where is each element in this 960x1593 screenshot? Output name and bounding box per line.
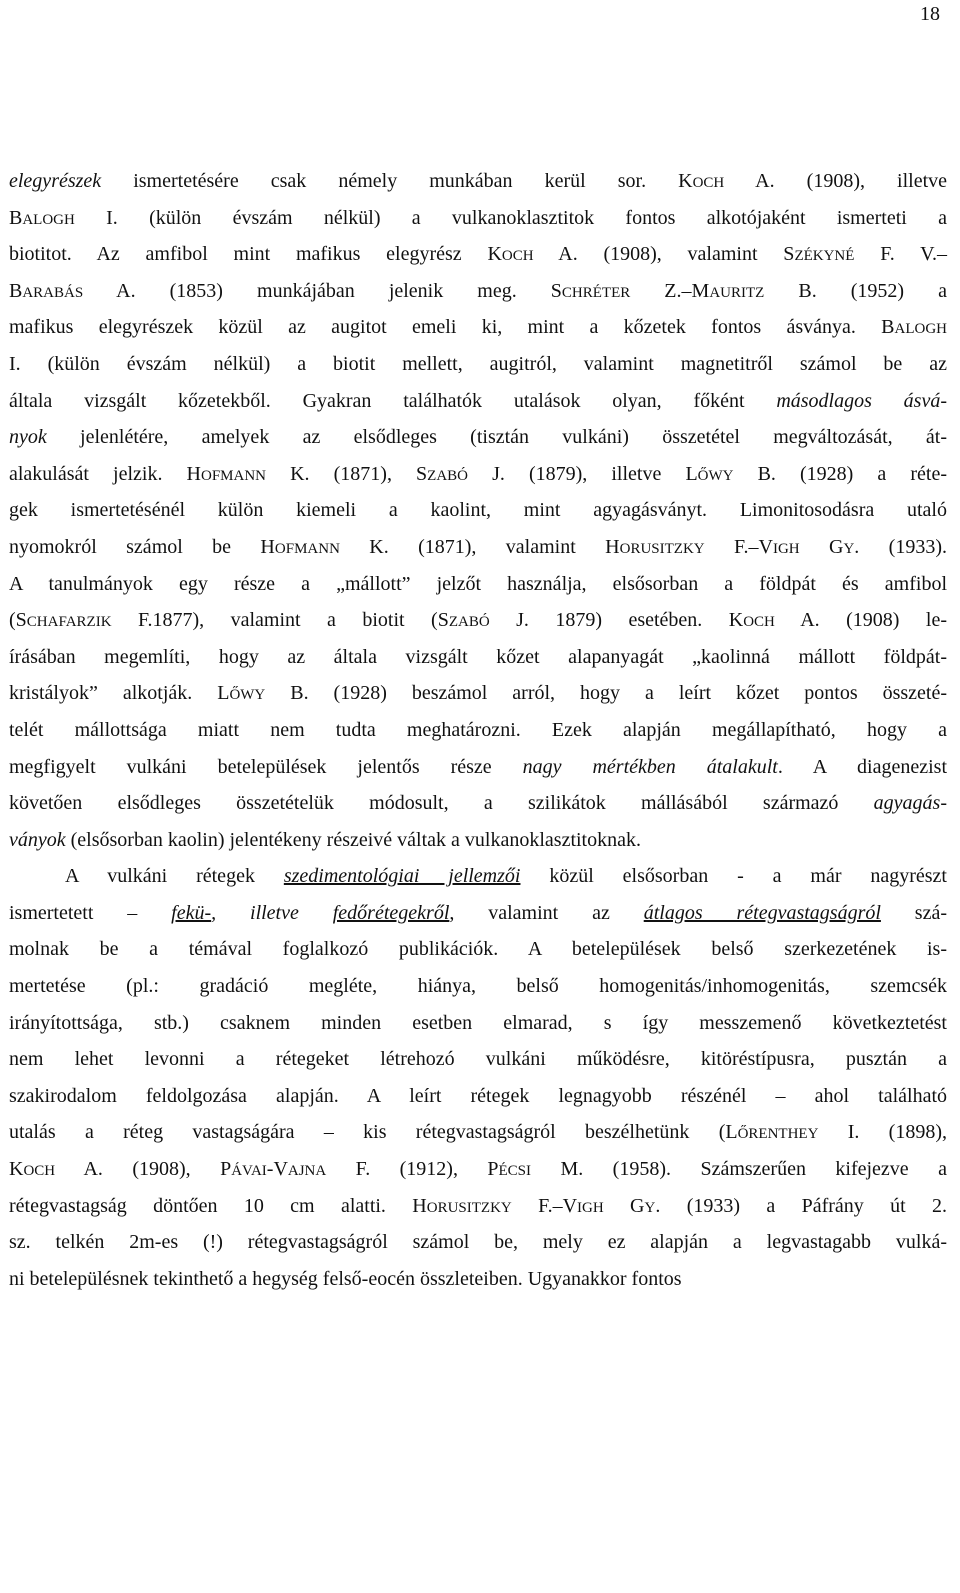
- text-segment: nyomokról számol be H: [9, 535, 275, 558]
- text-segment: F. V.–: [854, 243, 948, 266]
- text-segment: sz. telkén 2m-es (!) rétegvastagságról számol be, mely ez alapján a legvastagabb vulká-: [9, 1231, 947, 1254]
- text-segment: alakulását jelzik. H: [9, 462, 201, 485]
- small-caps-text: ÁVAI: [231, 1163, 267, 1180]
- text-segment: K: [9, 1158, 24, 1181]
- text-line: [9, 163, 947, 200]
- text-line: [9, 1151, 947, 1188]
- text-line: [9, 492, 947, 529]
- text-line: [9, 236, 947, 273]
- text-segment: mafikus elegyrészek közül az augitot emeli ki, mint a kőzetek fontos ásványa. B: [9, 316, 895, 339]
- small-caps-text: ZABÓ: [427, 467, 469, 484]
- text-segment: . (1933).: [854, 535, 947, 558]
- text-segment: ni betelepülésnek tekinthető a hegység felső-eocén összleteiben. Ugyanakkor fontos: [9, 1267, 682, 1290]
- text-line: [9, 566, 947, 603]
- text-line: [9, 346, 947, 383]
- text-segment: A tanulmányok egy része a „mállott” jelzőt használja, elsősorban a földpát és amfibol: [9, 572, 947, 595]
- text-segment: (S: [9, 609, 27, 632]
- text-segment: . (1933) a Páfrány út 2.: [655, 1194, 948, 1217]
- text-segment: I. (külön évszám nélkül) a biotit mellett, augitról, valamint magnetitről számol be az: [9, 352, 947, 375]
- text-segment: írásában megemlíti, hogy az általa vizsgált kőzet alapanyagát „kaolinná mállott földpát-: [9, 645, 947, 668]
- page-number: 18: [920, 3, 940, 25]
- text-segment: G: [799, 535, 844, 558]
- text-line: [9, 858, 947, 895]
- text-line: [9, 675, 947, 712]
- text-line: [9, 1078, 947, 1115]
- text-segment: ismertetett –: [9, 901, 172, 924]
- text-segment: F.–V: [704, 535, 773, 558]
- text-segment: A. (1853) munkájában jelenik meg. S: [83, 279, 562, 302]
- small-caps-text: OCH: [692, 175, 725, 191]
- text-segment: szakirodalom feldolgozása alapján. A leírt rétegek legnagyobb részénél – ahol található: [9, 1084, 947, 1107]
- text-segment: irányítottsága, stb.) csaknem minden esetben elmarad, s így messzemenő következtetést: [9, 1011, 947, 1034]
- small-caps-text: OCH: [743, 614, 775, 631]
- text-line: [9, 895, 947, 932]
- text-line: [9, 1041, 947, 1078]
- text-line: [9, 1224, 947, 1261]
- text-line: [9, 309, 947, 346]
- text-segment: szá-: [880, 901, 947, 924]
- small-caps-text: OCH: [501, 248, 534, 265]
- text-segment: K. (1871), S: [266, 462, 428, 485]
- text-segment: G: [603, 1194, 645, 1217]
- text-segment: követően elsődleges összetételük módosult, a szilikátok mállásából származó: [9, 792, 874, 815]
- text-segment: utalás a réteg vastagságára – kis rétegvastagságról beszélhetünk (L: [9, 1121, 738, 1144]
- text-line: [9, 1005, 947, 1042]
- text-line: [9, 1114, 947, 1151]
- text-segment: A. (1908), P: [55, 1158, 232, 1181]
- text-segment: M. (1958). Számszerűen kifejezve a: [531, 1158, 947, 1181]
- emphasized-text: fekü-: [171, 901, 212, 924]
- text-segment: J. 1879) esetében. K: [489, 609, 744, 632]
- small-caps-text: ŐWY: [697, 467, 734, 484]
- text-line: [9, 639, 947, 676]
- text-line: [9, 602, 947, 639]
- text-segment: B. (1928) beszámol arról, hogy a leírt kőzet pontos összeté-: [265, 682, 947, 705]
- text-segment: rétegvastagság döntően 10 cm alatti. H: [9, 1194, 427, 1217]
- text-segment: A. (1908), illetve: [724, 170, 948, 192]
- text-line: [9, 785, 947, 822]
- small-caps-text: OFMANN: [274, 540, 340, 557]
- small-caps-text: ARABÁS: [22, 284, 84, 301]
- small-caps-text: Y: [843, 540, 855, 557]
- text-segment: A. (1908) le-: [774, 609, 947, 632]
- small-caps-text: CHAFARZIK: [26, 614, 112, 631]
- small-caps-text: ALOGH: [22, 211, 75, 228]
- text-line: [9, 456, 947, 493]
- text-line: [9, 931, 947, 968]
- text-segment: B. (1928) a réte-: [733, 462, 948, 485]
- text-segment: Z.–M: [630, 279, 710, 302]
- text-line: [9, 529, 947, 566]
- small-caps-text: ORUSITZKY: [426, 1199, 512, 1216]
- text-segment: általa vizsgált kőzetekből. Gyakran találhatók utalások olyan, főként: [9, 389, 777, 412]
- small-caps-text: ZÉKYNÉ: [794, 248, 855, 265]
- small-caps-text: Y: [644, 1199, 656, 1216]
- text-line: [9, 419, 947, 456]
- text-line: [9, 712, 947, 749]
- small-caps-text: IGH: [577, 1199, 604, 1216]
- text-segment: I. (1898),: [818, 1121, 947, 1144]
- small-caps-text: ŐWY: [229, 687, 266, 704]
- emphasized-text: nyok: [9, 426, 47, 449]
- small-caps-text: ALOGH: [894, 321, 947, 338]
- text-line: [9, 1261, 947, 1298]
- text-segment: molnak be a témával foglalkozó publikációk. A betelepülések belső szerkezetének is-: [9, 938, 947, 961]
- text-segment: -V: [266, 1158, 288, 1181]
- text-line: [9, 968, 947, 1005]
- text-segment: telét mállottsága miatt nem tudta meghatározni. Ezek alapján megállapítható, hogy a: [9, 718, 947, 741]
- text-segment: J. (1879), illetve L: [468, 462, 698, 485]
- text-segment: . A diagenezist: [777, 755, 948, 778]
- emphasized-text: ványok: [9, 828, 66, 851]
- text-segment: I. (külön évszám nélkül) a vulkanoklasztitok fontos alkotójaként ismerteti a: [74, 206, 947, 229]
- body-text: [9, 163, 947, 1297]
- small-caps-text: AURITZ: [709, 284, 765, 301]
- text-segment: A. (1908), valamint S: [533, 243, 795, 266]
- text-segment: gek ismertetésénél külön kiemeli a kaolint, mint agyagásványt. Limonitosodásra utaló: [9, 499, 947, 522]
- small-caps-text: ZABÓ: [448, 614, 490, 631]
- text-segment: nem lehet levonni a rétegeket létrehozó vulkáni működésre, kitöréstípusra, pusztán a: [9, 1048, 947, 1071]
- emphasized-text: nagy mértékben átalakult: [522, 755, 778, 778]
- small-caps-text: OFMANN: [201, 467, 267, 484]
- emphasized-text: másodlagos ásvá-: [776, 389, 947, 412]
- text-segment: A vulkáni rétegek: [65, 865, 284, 888]
- text-segment: K. (1871), valamint H: [339, 535, 620, 558]
- text-line: [9, 200, 947, 237]
- text-segment: (elsősorban kaolin) jelentékeny részeivé váltak a vulkanoklasztitoknak.: [65, 828, 641, 851]
- small-caps-text: IGH: [772, 540, 800, 557]
- text-segment: biotitot. Az amfibol mint mafikus elegyrész K: [9, 243, 502, 266]
- text-segment: F. (1912), P: [326, 1158, 499, 1181]
- text-segment: , valamint az: [449, 901, 644, 924]
- small-caps-text: ŐRENTHEY: [737, 1126, 819, 1143]
- emphasized-text: agyagás-: [873, 792, 947, 815]
- emphasized-text: , illetve: [211, 901, 333, 924]
- text-line: [9, 822, 947, 859]
- text-line: [9, 1188, 947, 1225]
- text-segment: F.1877), valamint a biotit (S: [111, 609, 449, 632]
- text-line: [9, 383, 947, 420]
- emphasized-text: átlagos rétegvastagságról: [643, 901, 881, 924]
- text-segment: F.–V: [511, 1194, 578, 1217]
- text-segment: kristályok” alkotják. L: [9, 682, 230, 705]
- small-caps-text: ÉCSI: [498, 1163, 532, 1180]
- text-segment: jelenlétére, amelyek az elsődleges (tisztán vulkáni) összetétel megváltozását, át-: [46, 426, 947, 449]
- text-segment: mertetése (pl.: gradáció megléte, hiánya, belső homogenitás/inhomogenitás, szemcsék: [9, 975, 947, 998]
- text-segment: megfigyelt vulkáni betelepülések jelentős része: [9, 755, 523, 778]
- emphasized-text: elegyrészek: [9, 170, 102, 192]
- small-caps-text: CHRÉTER: [561, 284, 631, 301]
- text-segment: közül elsősorban - a már nagyrészt: [520, 865, 947, 888]
- small-caps-text: OCH: [23, 1163, 56, 1180]
- text-segment: B. (1952) a: [764, 279, 948, 302]
- small-caps-text: ORUSITZKY: [619, 540, 705, 557]
- emphasized-text: fedőrétegekről: [332, 901, 450, 924]
- small-caps-text: AJNA: [287, 1163, 327, 1180]
- text-segment: B: [9, 279, 23, 302]
- text-segment: B: [9, 206, 23, 229]
- text-line: [9, 273, 947, 310]
- text-line: [9, 749, 947, 786]
- emphasized-text: szedimentológiai jellemzői: [283, 865, 521, 888]
- text-segment: ismertetésére csak némely munkában kerül sor. K: [101, 170, 693, 192]
